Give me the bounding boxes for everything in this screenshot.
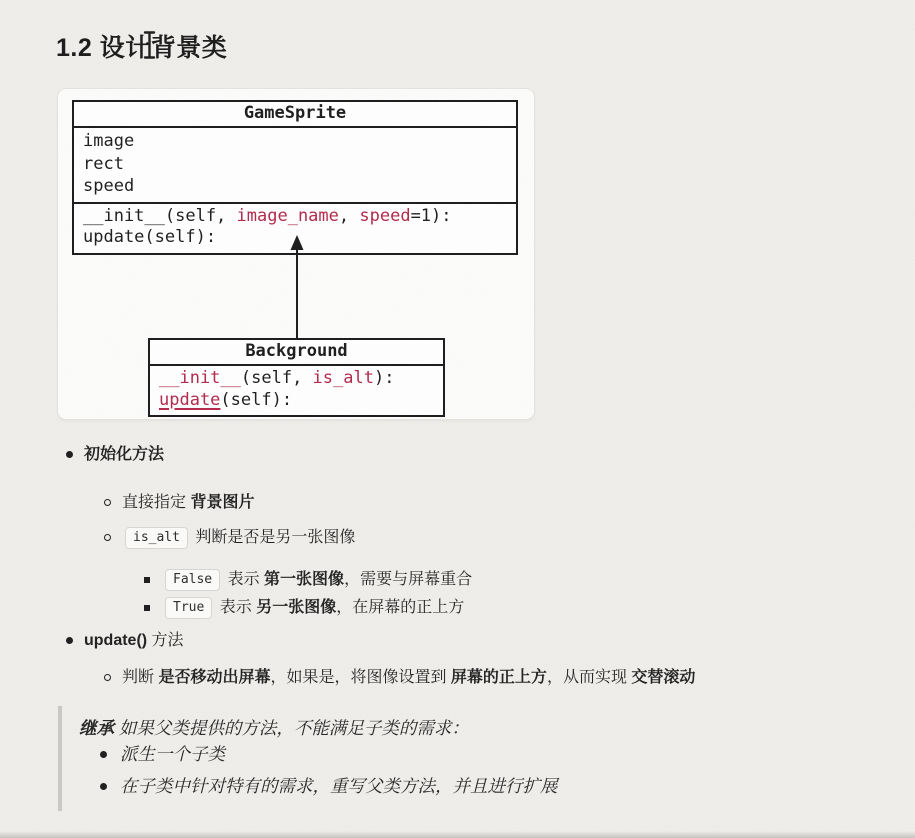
text-segment: speed [359, 205, 411, 226]
text-segment: ，从而实现 [546, 669, 632, 686]
text-segment: 判断是否是另一张图像 [190, 529, 356, 546]
text-segment: 判断 [122, 669, 159, 686]
text-segment: 如果父类提供的方法，不能满足子类的需求： [114, 718, 469, 738]
bullet-disc-icon [100, 751, 107, 758]
list-item-text [122, 667, 695, 688]
list-item [144, 569, 472, 591]
list-item-text [84, 630, 184, 651]
text-segment: 是否移动出屏幕 [158, 669, 271, 686]
text-segment: True [165, 597, 212, 619]
list-item-text [162, 597, 464, 619]
list-item [79, 773, 904, 799]
bullet-circle-icon [104, 674, 111, 681]
text-segment: 继承 [79, 718, 114, 738]
text-segment: =1): [410, 205, 452, 226]
method-line [159, 390, 434, 412]
list-item-text [84, 444, 164, 465]
gamesprite-class-box [72, 100, 518, 255]
attribute-row: speed [83, 176, 135, 196]
bullet-disc-icon [66, 451, 73, 458]
text-segment: is_alt [312, 368, 374, 388]
text-segment: ，如果是，将图像设置到 [270, 669, 451, 686]
attribute-row: image [83, 131, 135, 151]
list-item-text [162, 569, 472, 591]
text-segment: 另一张图像 [256, 599, 337, 616]
bullet-disc-icon [100, 783, 107, 790]
text-segment: update() [84, 632, 148, 649]
background-class-box [148, 338, 445, 417]
list-item [66, 444, 164, 465]
class-methods [150, 366, 443, 415]
text-segment: ，需要与屏幕重合 [344, 571, 473, 588]
text-segment: ): [373, 368, 395, 388]
text-segment: 交替滚动 [631, 669, 696, 686]
text-segment: , [338, 205, 360, 226]
method-line [159, 368, 434, 390]
class-name: GameSprite [74, 102, 516, 128]
list-item [104, 527, 355, 549]
text-segment: False [165, 569, 220, 591]
text-segment: 表示 [223, 571, 265, 588]
class-name: Background [150, 340, 443, 366]
list-item [104, 667, 695, 688]
text-segment: (self): [220, 389, 293, 410]
bullet-circle-icon [104, 499, 111, 506]
text-segment: __init__ [159, 368, 241, 388]
text-segment: 方法 [147, 632, 184, 649]
bullet-circle-icon [104, 534, 111, 541]
bullet-square-icon [144, 605, 150, 611]
list-item-text [122, 527, 355, 549]
text-segment: update(self): [83, 227, 217, 247]
text-segment: 第一张图像 [264, 571, 345, 588]
list-item-text: 在子类中针对特有的需求，重写父类方法，并且进行扩展 [120, 776, 558, 796]
text-segment: update [159, 389, 221, 410]
list-item [66, 630, 184, 651]
bullet-square-icon [144, 577, 150, 583]
method-line [83, 206, 507, 228]
text-segment: image_name [236, 205, 339, 226]
text-segment: 屏幕的正上方 [450, 669, 547, 686]
text-segment: is_alt [125, 527, 188, 549]
page-title: 1.2 设计背景类 [56, 34, 228, 62]
text-segment: 直接指定 [122, 494, 191, 511]
inheritance-arrow-icon [287, 235, 307, 339]
attribute-row: rect [83, 153, 124, 174]
text-segment: 背景图片 [190, 494, 255, 511]
quote-lead [79, 715, 904, 741]
list-item-text [122, 492, 254, 513]
text-cursor-icon [142, 31, 157, 64]
text-segment: 初始化方法 [84, 446, 165, 463]
list-item [104, 492, 254, 513]
bottom-edge-shadow [0, 831, 915, 838]
text-segment: ，在屏幕的正上方 [336, 599, 465, 616]
text-segment: __init__(self, [83, 205, 237, 226]
class-diagram-card [57, 88, 535, 420]
blockquote [58, 706, 904, 811]
list-item [144, 597, 464, 619]
list-item [79, 741, 904, 767]
bullet-disc-icon [66, 637, 73, 644]
list-item-text: 派生一个子类 [120, 744, 225, 764]
text-segment: (self, [240, 368, 313, 388]
class-attributes [74, 128, 516, 204]
text-segment: 表示 [215, 599, 257, 616]
